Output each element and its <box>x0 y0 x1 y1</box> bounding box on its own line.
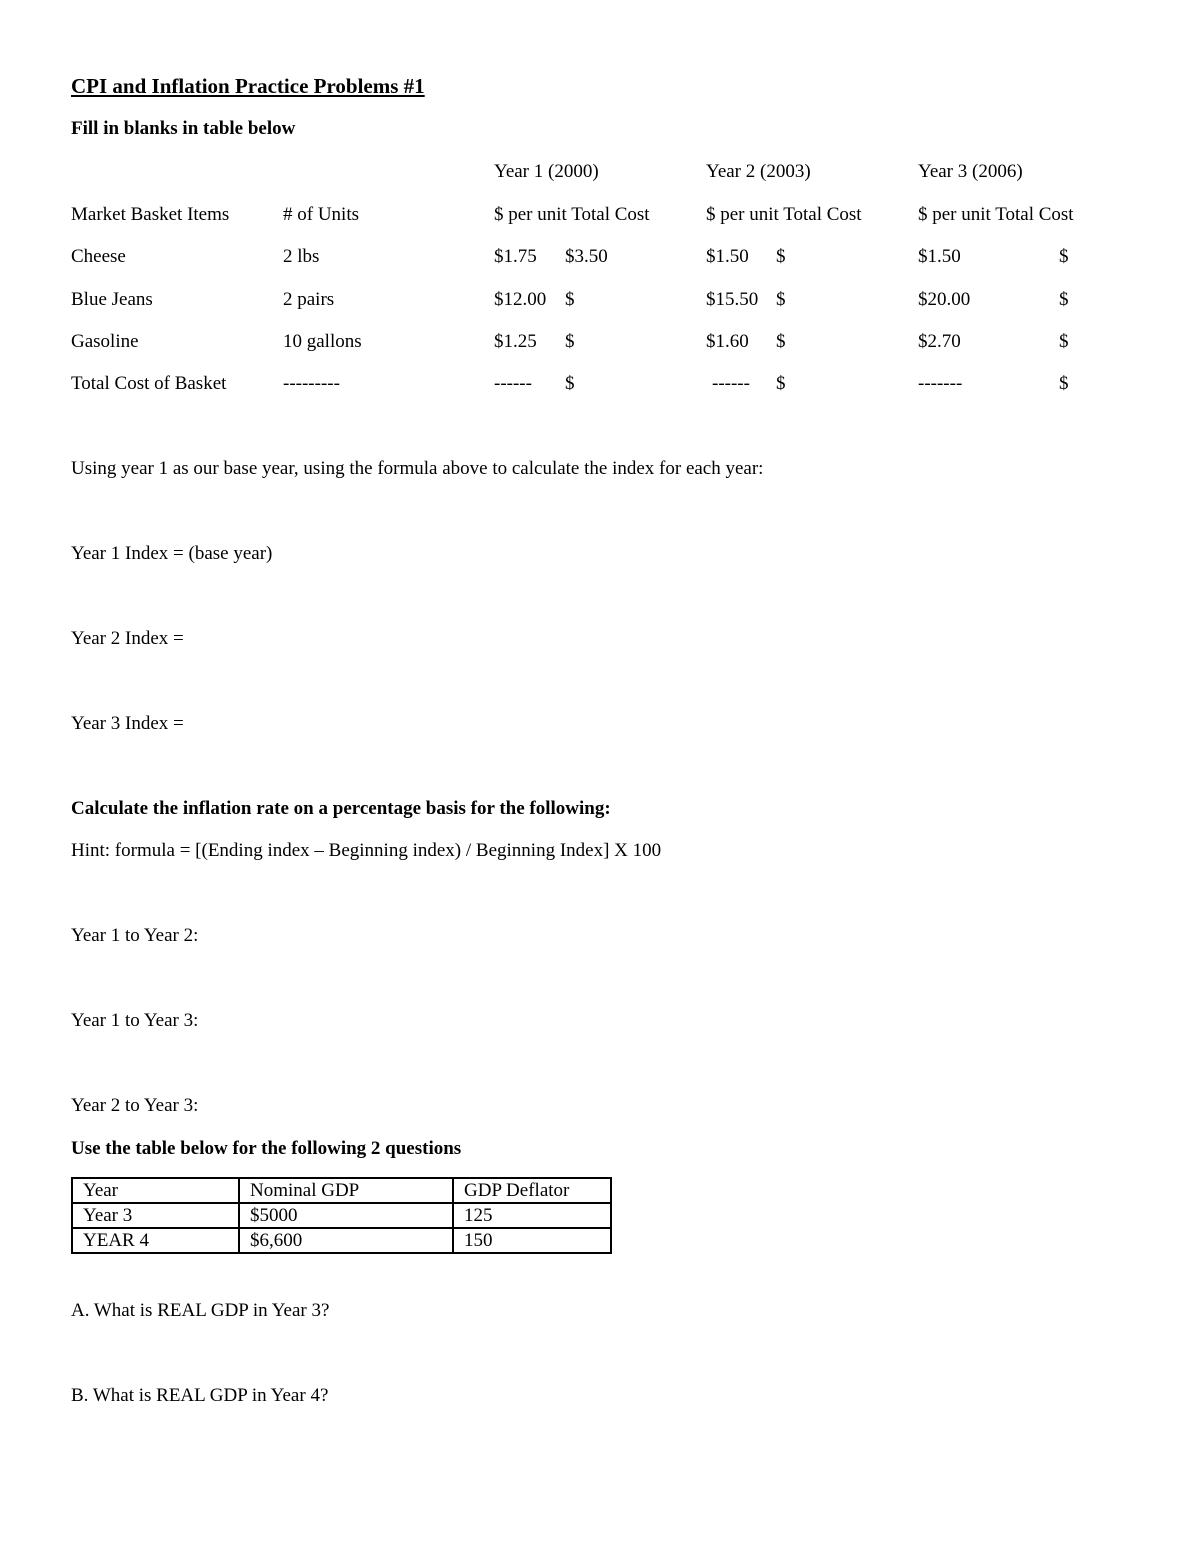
table-cell: YEAR 4 <box>72 1228 239 1253</box>
basket-y1-total: $ <box>565 331 575 352</box>
index-line-year-2: Year 2 Index = <box>71 628 184 649</box>
gdp-heading: Use the table below for the following 2 questions <box>71 1138 462 1159</box>
inflation-heading: Calculate the inflation rate on a percentage basis for the following: <box>71 798 611 819</box>
index-line-year-3: Year 3 Index = <box>71 713 184 734</box>
table-row <box>72 1228 611 1253</box>
basket-y1-total: $ <box>565 289 575 310</box>
basket-row-item: Total Cost of Basket <box>71 373 227 394</box>
basket-y2-price: $1.60 <box>706 331 749 352</box>
basket-y1-price: $1.25 <box>494 331 537 352</box>
gdp-table <box>71 1177 612 1254</box>
basket-row-item: Gasoline <box>71 331 139 352</box>
question-a: A. What is REAL GDP in Year 3? <box>71 1300 330 1321</box>
table-cell: $6,600 <box>239 1228 453 1253</box>
index-intro: Using year 1 as our base year, using the formula above to calculate the index for each year: <box>71 458 764 479</box>
col-header-y3-cost: $ per unit Total Cost <box>918 204 1074 225</box>
basket-y3-price: ------- <box>918 373 963 394</box>
basket-row-units: --------- <box>283 373 340 394</box>
basket-row-units: 2 pairs <box>283 289 335 310</box>
basket-y3-total: $ <box>1059 373 1069 394</box>
basket-y2-price: $1.50 <box>706 246 749 267</box>
basket-y1-total: $3.50 <box>565 246 608 267</box>
basket-y2-price: $15.50 <box>706 289 759 310</box>
basket-y1-price: $12.00 <box>494 289 547 310</box>
basket-y2-total: $ <box>776 331 786 352</box>
basket-y1-price: $1.75 <box>494 246 537 267</box>
year-header-3: Year 3 (2006) <box>918 161 1023 182</box>
col-header-units: # of Units <box>283 204 359 225</box>
year-header-1: Year 1 (2000) <box>494 161 599 182</box>
table-cell: Year 3 <box>72 1203 239 1228</box>
table-cell: 150 <box>453 1228 611 1253</box>
col-header-y1-cost: $ per unit Total Cost <box>494 204 650 225</box>
col-header-y2-cost: $ per unit Total Cost <box>706 204 862 225</box>
inflation-line-1-2: Year 1 to Year 2: <box>71 925 199 946</box>
basket-y2-total: $ <box>776 373 786 394</box>
basket-y3-total: $ <box>1059 289 1069 310</box>
table-header-row <box>72 1178 611 1203</box>
basket-y3-price: $2.70 <box>918 331 961 352</box>
basket-row-units: 10 gallons <box>283 331 362 352</box>
basket-y3-price: $1.50 <box>918 246 961 267</box>
basket-y2-total: $ <box>776 246 786 267</box>
col-header-items: Market Basket Items <box>71 204 230 225</box>
inflation-line-1-3: Year 1 to Year 3: <box>71 1010 199 1031</box>
index-line-year-1: Year 1 Index = (base year) <box>71 543 273 564</box>
table-header-cell: Nominal GDP <box>239 1178 453 1203</box>
table-header-cell: Year <box>72 1178 239 1203</box>
basket-y2-total: $ <box>776 289 786 310</box>
basket-row-units: 2 lbs <box>283 246 320 267</box>
basket-row-item: Cheese <box>71 246 126 267</box>
table-row <box>72 1203 611 1228</box>
basket-y2-price: ------ <box>712 373 750 394</box>
basket-y3-total: $ <box>1059 331 1069 352</box>
basket-row-item: Blue Jeans <box>71 289 153 310</box>
basket-y1-total: $ <box>565 373 575 394</box>
basket-y3-total: $ <box>1059 246 1069 267</box>
basket-y1-price: ------ <box>494 373 532 394</box>
table-cell: $5000 <box>239 1203 453 1228</box>
table-header-cell: GDP Deflator <box>453 1178 611 1203</box>
inflation-line-2-3: Year 2 to Year 3: <box>71 1095 199 1116</box>
question-b: B. What is REAL GDP in Year 4? <box>71 1385 329 1406</box>
basket-y3-price: $20.00 <box>918 289 971 310</box>
table-cell: 125 <box>453 1203 611 1228</box>
inflation-hint: Hint: formula = [(Ending index – Beginning index) / Beginning Index] X 100 <box>71 840 662 861</box>
page-title: CPI and Inflation Practice Problems #1 <box>71 74 425 98</box>
fill-instruction: Fill in blanks in table below <box>71 118 296 139</box>
year-header-2: Year 2 (2003) <box>706 161 811 182</box>
